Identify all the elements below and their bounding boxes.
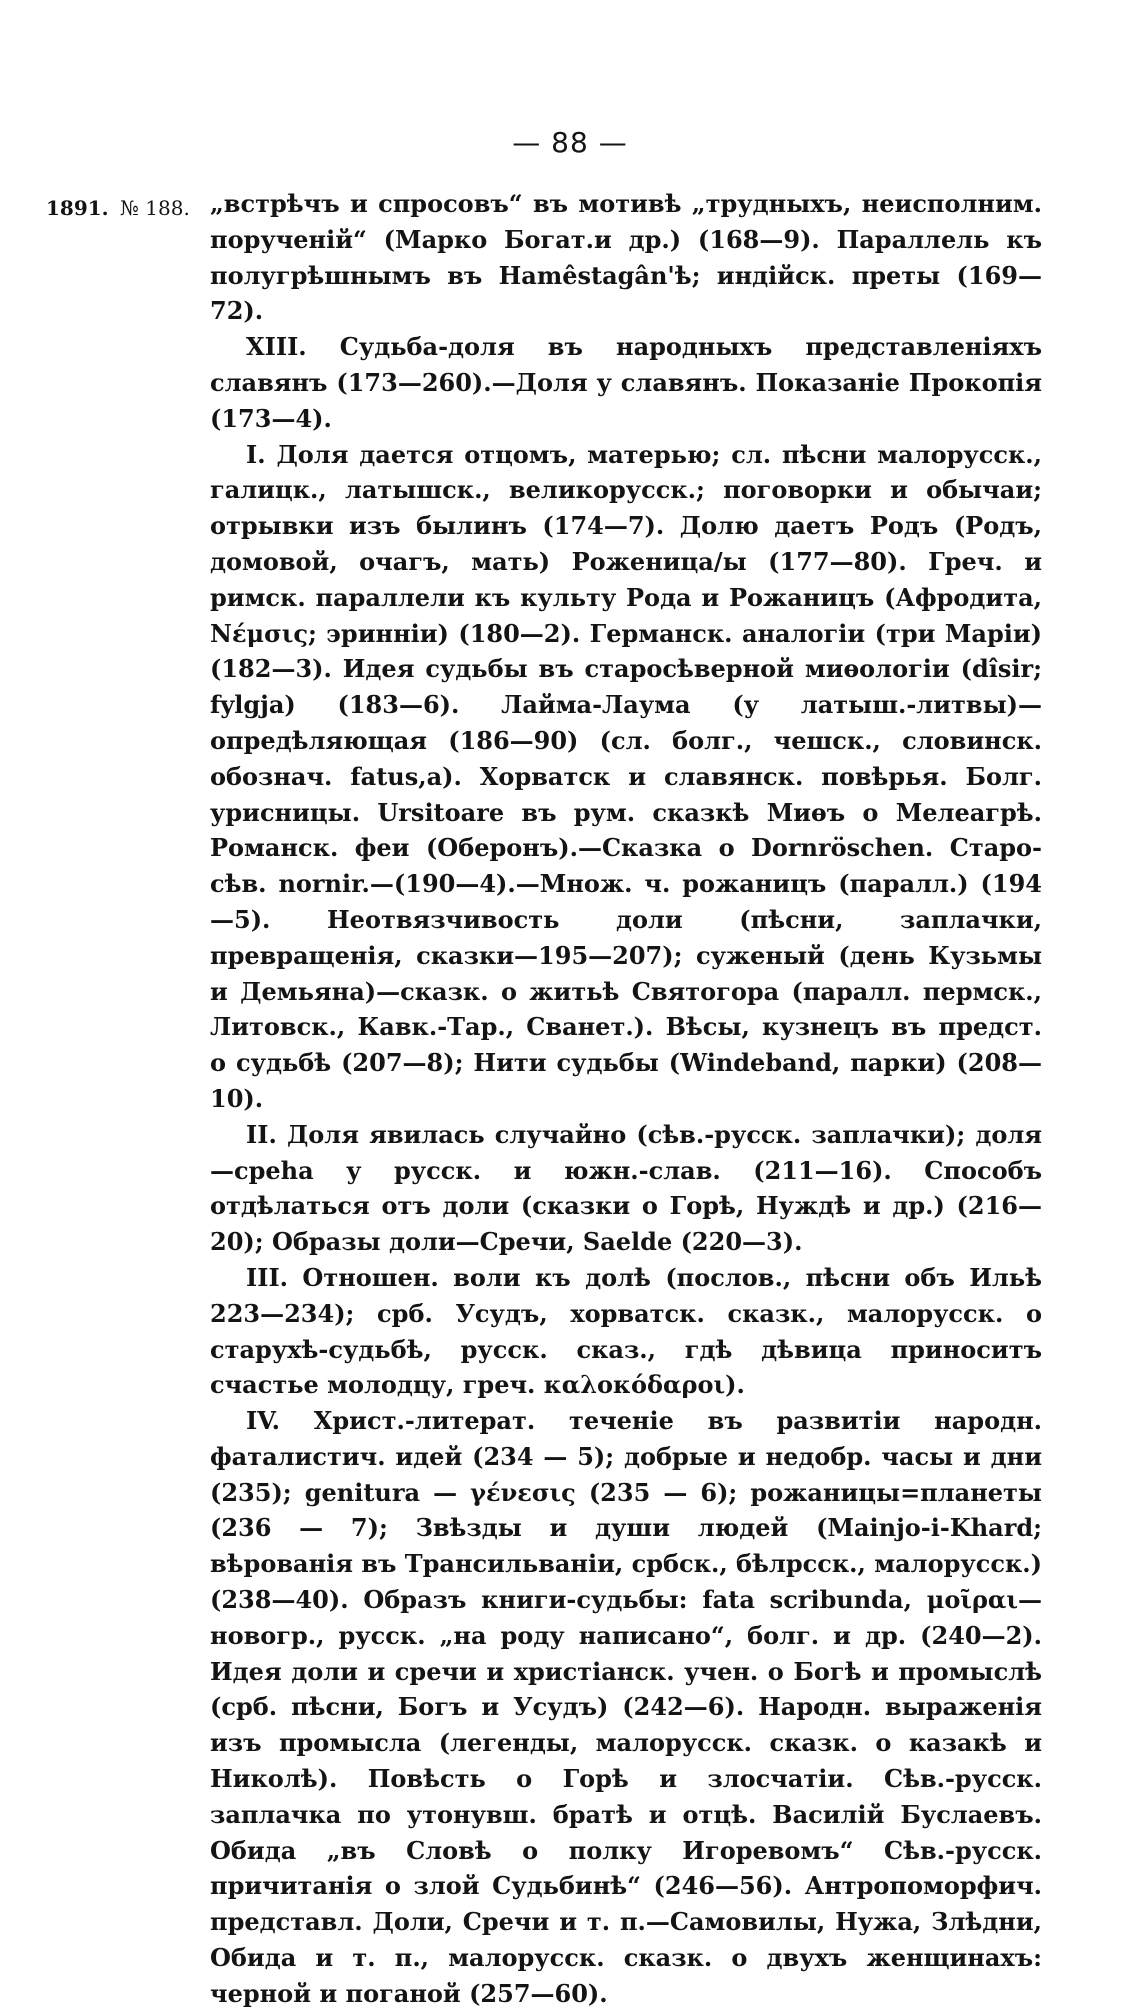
paragraph-section-4: IV. Христ.-литерат. теченіе въ развитіи народн. фаталистич. идей (234 — 5); добрые и недобр. часы и дни (235); genitura — γένεσις (235 — 6); рожаницы=планеты (236 — 7); Звѣзды и души людей (Mainjo-i-Khard; вѣрованія въ Трансильваніи, србск., бѣлрсск., малорусск.) (238—40). Образъ книги-судьбы: fata scribunda, μοῖραι—новогр., русск. „на роду написано“, болг. и др. (240—2). Идея доли и сречи и христіанск. учен. о Богѣ и промыслѣ (срб. пѣсни, Богъ и Усудъ) (242—6). Народн. выраженія изъ промысла (легенды, малорусск. сказк. о казакѣ и Николѣ). Повѣсть о Горѣ и злосчатіи. Сѣв.-русск. заплачка по утонувш. братѣ и отцѣ. Василій Буслаевъ. Обида „въ Словѣ о полку Игоревомъ“ Сѣв.-русск. причитанія о злой Судьбинѣ“ (246—56). Антропоморфич. представл. Доли, Сречи и т. п.—Самовилы, Нужа, Злѣдни, Обида и т. п., малорусск. сказк. о двухъ женщинахъ: черной и поганой (257—60).	[210, 1406, 1042, 2008]
paragraph-intro: „встрѣчъ и спросовъ“ въ мотивѣ „трудныхъ, неисполним. порученій“ (Марко Богат.и др.) (168—9). Параллель къ полугрѣшнымъ въ Hamêstagân'ѣ; индійск. преты (169—72).	[210, 189, 1042, 326]
paragraph-chapter-heading: XIII. Судьба-доля въ народныхъ представленіяхъ славянъ (173—260).—Доля у славянъ. Показаніе Прокопія (173—4).	[210, 332, 1042, 433]
entry-body	[210, 186, 1042, 2012]
entry-number: № 188.	[120, 196, 190, 220]
paragraph-section-2: II. Доля явилась случайно (сѣв.-русск. заплачки); доля—среhа у русск. и южн.-слав. (211—16). Способъ отдѣлаться отъ доли (сказки о Горѣ, Нуждѣ и др.) (216—20); Образы доли—Сречи, Saelde (220—3).	[210, 1119, 1042, 1257]
entry-year: 1891.	[46, 196, 109, 220]
paragraph-section-1: I. Доля дается отцомъ, матерью; сл. пѣсни малорусск., галицк., латышск., великорусск.; поговорки и обычаи; отрывки изъ былинъ (174—7). Долю даетъ Родъ (Родъ, домовой, очагъ, мать) Роженица/ы (177—80). Греч. и римск. параллели къ культу Рода и Рожаницъ (Афродита, Νέμσις; эринніи) (180—2). Германск. аналогіи (три Маріи) (182—3). Идея судьбы въ старосѣверной миѳологіи (dîsir; fylgja) (183—6). Лайма-Лаума (у латыш.-литвы)—опредѣляющая (186—90) (сл. болг., чешск., словинск. обознач. fatus,a). Хорватск и славянск. повѣрья. Болг. урисницы. Ursitoare въ рум. сказкѣ Миѳъ о Мелеагрѣ. Романск. феи (Оберонъ).—Сказка о Dornröschen. Старо-сѣв. nornir.—(190—4).—Множ. ч. рожаницъ (паралл.) (194—5). Неотвязчивость доли (пѣсни, заплачки, превращенія, сказки—195—207); суженый (день Кузьмы и Демьяна)—сказк. о житьѣ Святогора (паралл. пермск., Литовск., Кавк.-Тар., Сванет.). Вѣсы, кузнецъ въ предст. о судьбѣ (207—8); Нити судьбы (Windeband, парки) (208—10).	[210, 439, 1042, 1113]
paragraph-section-3: III. Отношен. воли къ долѣ (послов., пѣсни объ Ильѣ 223—234); срб. Усудъ, хорватск. сказк., малорусск. о старухѣ-судьбѣ, русск. сказ., гдѣ дѣвица приноситъ счастье молодцу, греч. καλοκόδαροι).	[210, 1262, 1042, 1400]
page-number: — 88 —	[512, 126, 628, 159]
